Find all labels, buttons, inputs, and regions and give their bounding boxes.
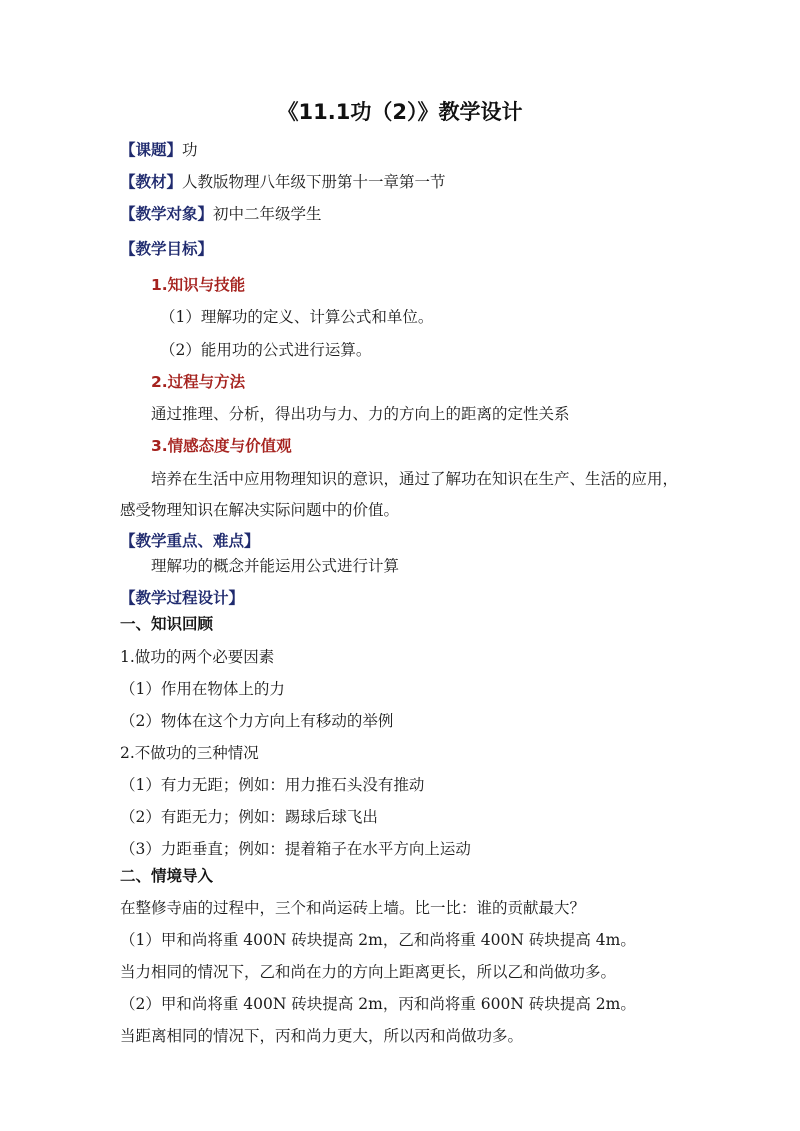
emotion-text-line2: 感受物理知识在解决实际问题中的价值。 [120, 501, 400, 519]
audience-label: 【教学对象】 [120, 205, 214, 223]
audience-line [120, 204, 322, 224]
emotion-text-line1: 培养在生活中应用物理知识的意识，通过了解功在知识在生产、生活的应用， [151, 470, 679, 488]
knowledge-title: 1.知识与技能 [151, 276, 246, 294]
audience-value: 初中二年级学生 [213, 205, 322, 223]
topic-value: 功 [182, 141, 198, 159]
review-line: 2.不做功的三种情况 [120, 744, 259, 762]
process-method-text: 通过推理、分析，得出功与力、力的方向上的距离的定性关系 [151, 405, 570, 423]
review-line: （2）物体在这个力方向上有移动的举例 [120, 712, 394, 730]
intro-line: 当力相同的情况下，乙和尚在力的方向上距离更长，所以乙和尚做功多。 [120, 963, 617, 981]
intro-line: （2）甲和尚将重 400N 砖块提高 2m，丙和尚将重 600N 砖块提高 2m。 [120, 995, 636, 1013]
section-review-title: 一、知识回顾 [120, 615, 214, 633]
document-title: 《11.1功（2）》教学设计 [277, 100, 523, 124]
topic-line [120, 140, 198, 160]
textbook-label: 【教材】 [120, 173, 183, 191]
review-line: 1.做功的两个必要因素 [120, 648, 275, 666]
process-heading: 【教学过程设计】 [120, 589, 245, 607]
knowledge-item: （1）理解功的定义、计算公式和单位。 [160, 308, 434, 326]
emotion-title: 3.情感态度与价值观 [151, 437, 292, 455]
review-line: （2）有距无力；例如：踢球后球飞出 [120, 808, 378, 826]
section-intro-title: 二、情境导入 [120, 867, 214, 885]
focus-heading: 【教学重点、难点】 [120, 532, 260, 550]
topic-label: 【课题】 [120, 141, 183, 159]
intro-line: 在整修寺庙的过程中，三个和尚运砖上墙。比一比：谁的贡献最大？ [120, 899, 586, 917]
knowledge-item: （2）能用功的公式进行运算。 [160, 341, 372, 359]
intro-line: 当距离相同的情况下，丙和尚力更大，所以丙和尚做功多。 [120, 1027, 524, 1045]
textbook-value: 人教版物理八年级下册第十一章第一节 [182, 173, 446, 191]
focus-text: 理解功的概念并能运用公式进行计算 [151, 557, 400, 575]
intro-line: （1）甲和尚将重 400N 砖块提高 2m，乙和尚将重 400N 砖块提高 4m。 [120, 931, 636, 949]
review-line: （1）有力无距；例如：用力推石头没有推动 [120, 776, 425, 794]
review-line: （3）力距垂直；例如：提着箱子在水平方向上运动 [120, 840, 471, 858]
review-line: （1）作用在物体上的力 [120, 680, 285, 698]
goals-heading: 【教学目标】 [120, 240, 214, 258]
process-method-title: 2.过程与方法 [151, 373, 246, 391]
textbook-line [120, 172, 446, 192]
